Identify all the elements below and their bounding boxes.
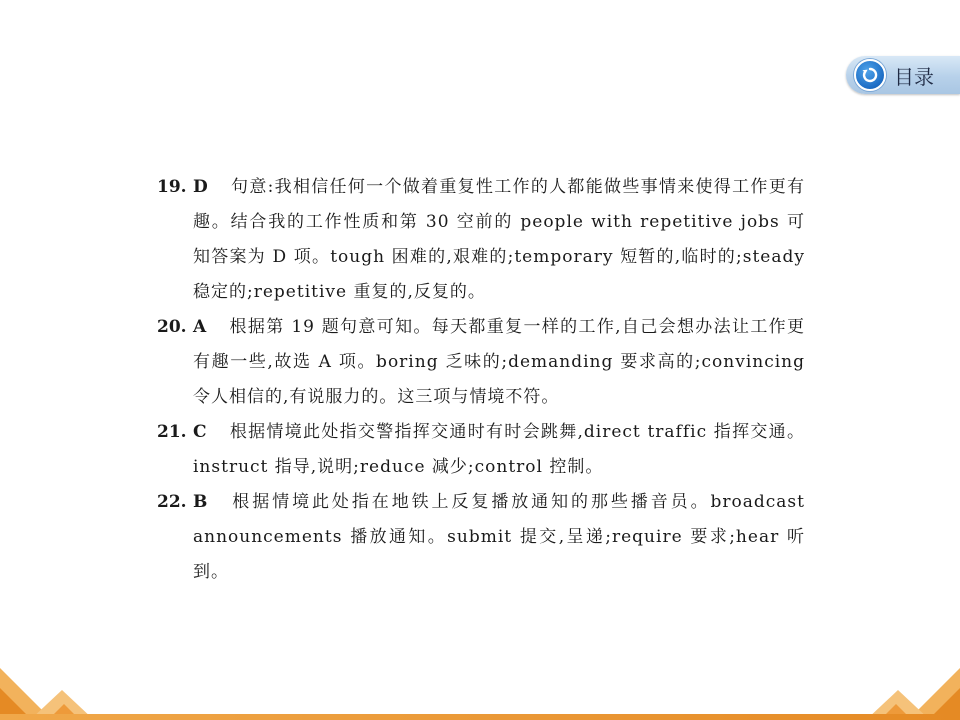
explanation-item <box>155 310 805 415</box>
question-number: 19. <box>157 177 187 197</box>
toc-label: 目录 <box>894 64 934 89</box>
explanation-item <box>155 485 805 590</box>
answer-letter: D <box>193 177 209 197</box>
answer-explanations <box>155 170 805 590</box>
explanation-body: 根据第 19 题句意可知。每天都重复一样的工作,自己会想办法让工作更有趣一些,故选 A 项。boring 乏味的;demanding 要求高的;convincing 令人相信的,有说服力的。这三项与情境不符。 <box>193 317 805 407</box>
answer-letter: A <box>193 317 208 337</box>
explanation-text <box>193 415 805 485</box>
explanation-text <box>193 485 805 590</box>
refresh-circle-icon <box>854 59 886 91</box>
question-number: 22. <box>157 492 187 512</box>
explanation-text <box>193 170 805 310</box>
question-number: 21. <box>157 422 187 442</box>
answer-letter: C <box>193 422 208 442</box>
explanation-item <box>155 170 805 310</box>
explanation-item <box>155 415 805 485</box>
question-number: 20. <box>157 317 187 337</box>
explanation-body: 根据情境此处指在地铁上反复播放通知的那些播音员。broadcast announcements 播放通知。submit 提交,呈递;require 要求;hear 听到。 <box>193 492 805 582</box>
corner-decoration-left <box>0 660 110 720</box>
toc-button[interactable] <box>846 56 960 94</box>
bottom-bar <box>0 714 960 720</box>
explanation-body: 句意:我相信任何一个做着重复性工作的人都能做些事情来使得工作更有趣。结合我的工作性质和第 30 空前的 people with repetitive jobs 可知答案为 D 项。tough 困难的,艰难的;temporary 短暂的,临时的;steady 稳定的;repetitive 重复的,反复的。 <box>193 177 805 302</box>
explanation-body: 根据情境此处指交警指挥交通时有时会跳舞,direct traffic 指挥交通。instruct 指导,说明;reduce 减少;control 控制。 <box>193 422 805 477</box>
answer-letter: B <box>193 492 209 512</box>
corner-decoration-right <box>850 660 960 720</box>
explanation-text <box>193 310 805 415</box>
